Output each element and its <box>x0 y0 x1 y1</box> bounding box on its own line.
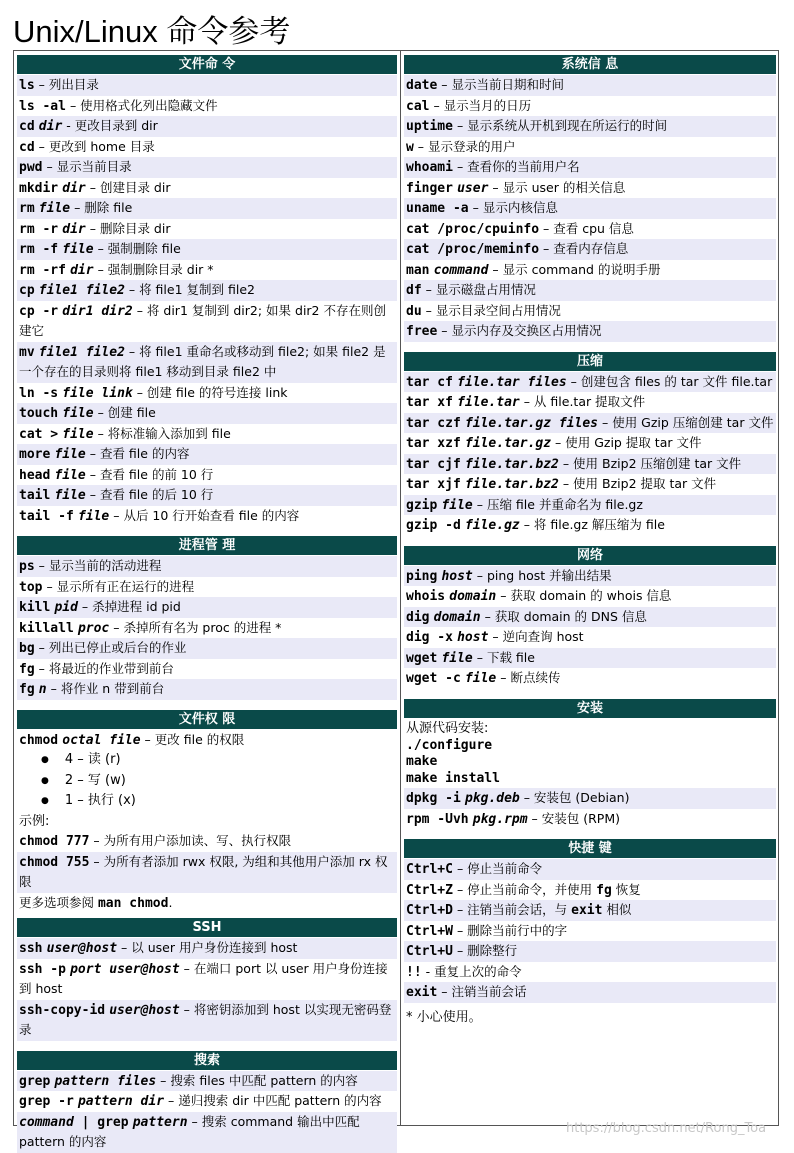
command-row <box>404 900 776 921</box>
command-argument: file <box>77 508 110 524</box>
command-text: rm <box>19 201 35 216</box>
command-text: touch <box>19 406 59 421</box>
command-row <box>17 342 397 383</box>
command-description: – 显示当前目录 <box>42 159 132 174</box>
command-row <box>404 941 776 962</box>
command-description: 恢复 <box>611 881 641 897</box>
command-text: whois <box>406 589 446 604</box>
command-description: – 从后 10 行开始查看 file 的内容 <box>109 507 300 523</box>
command-row <box>17 403 397 424</box>
command-row <box>17 96 397 117</box>
command-description: – 使用 Bzip2 压缩创建 tar 文件 <box>558 455 742 471</box>
command-text: !! <box>406 964 422 980</box>
command-description: – 查看 file 的前 10 行 <box>85 466 214 482</box>
command-argument: host <box>441 568 473 584</box>
command-description: – 将作业 n 带到前台 <box>46 681 165 696</box>
command-row <box>404 137 776 158</box>
command-argument: file.tar files <box>457 374 567 390</box>
command-row <box>404 809 776 830</box>
section-header-ssh: SSH <box>17 918 397 937</box>
command-row <box>17 157 397 178</box>
command-description: - 更改目录到 dir <box>62 118 158 133</box>
command-row <box>404 116 776 137</box>
command-text: ln -s <box>19 385 59 401</box>
command-row <box>17 485 397 506</box>
command-text: du <box>406 303 422 319</box>
section-header-install: 安装 <box>404 699 776 718</box>
command-text: ps <box>19 559 35 574</box>
command-row <box>17 659 397 680</box>
command-text: Ctrl+W <box>406 923 453 939</box>
command-description: – 将 file1 重命名或移动到 file2; 如果 file2 是一个存在的目录则将 file1 移动到目录 file2 中 <box>19 343 386 379</box>
bullet-read: ● 4 – 读 (r) <box>17 750 397 771</box>
command-description: – 显示磁盘占用情况 <box>421 282 536 297</box>
command-description: – 使用 Gzip 压缩创建 tar 文件 <box>598 414 774 430</box>
command-description: – 显示当前日期和时间 <box>437 77 565 92</box>
command-argument: user@host <box>46 941 118 956</box>
command-row <box>17 219 397 240</box>
command-argument: file <box>54 447 86 462</box>
command-text: | grep <box>73 1114 129 1130</box>
command-row <box>17 465 397 486</box>
command-description: – 杀掉进程 id pid <box>77 599 181 614</box>
command-text: bg <box>19 641 35 656</box>
command-description: – 安装包 (Debian) <box>519 790 630 805</box>
command-description: – 更改到 home 目录 <box>34 138 155 154</box>
right-column <box>404 55 776 1027</box>
bullet-execute: ● 1 – 执行 (x) <box>17 791 397 812</box>
command-row <box>404 198 776 219</box>
command-description: – 显示内核信息 <box>468 200 558 215</box>
command-text: ssh <box>19 941 43 956</box>
command-argument: n <box>38 682 47 697</box>
left-column <box>17 55 397 1153</box>
section-header-shortcuts: 快捷 键 <box>404 839 776 858</box>
command-text: uname -a <box>406 201 469 216</box>
command-text: free <box>406 324 438 339</box>
command-text: gzip -d <box>406 518 461 533</box>
command-description: – 获取 domain 的 whois 信息 <box>496 588 672 603</box>
command-argument: file.gz <box>464 518 520 533</box>
command-row <box>17 137 397 158</box>
command-argument: pattern files <box>54 1073 157 1089</box>
command-text: ssh -p <box>19 961 66 977</box>
command-description: – 停止当前命令 <box>452 861 543 876</box>
command-row <box>404 668 776 689</box>
command-description: – 为所有者添加 rwx 权限, 为组和其他用户添加 rx 权限 <box>19 853 388 889</box>
command-text: Ctrl+D <box>406 903 453 918</box>
watermark: https://blog.csdn.net/Rong_Toa <box>566 1121 767 1136</box>
command-row <box>17 178 397 199</box>
command-text: killall <box>19 620 74 636</box>
command-description: – 停止当前命令，并使用 <box>452 881 597 897</box>
command-argument: host <box>457 630 489 645</box>
command-text: tail <box>19 488 51 503</box>
command-text: date <box>406 78 438 93</box>
command-description: – 创建包含 files 的 tar 文件 file.tar <box>566 373 773 389</box>
command-description: – 显示目录空间占用情况 <box>421 302 561 318</box>
network-list <box>404 566 776 689</box>
compression-list <box>404 372 776 536</box>
install-step-make-install: make install <box>404 770 776 788</box>
command-row <box>17 444 397 465</box>
command-description: – 显示当月的日历 <box>429 97 532 113</box>
command-row <box>17 831 397 852</box>
install-step-make: make <box>404 754 776 770</box>
command-description: – 获取 domain 的 DNS 信息 <box>480 608 647 624</box>
command-row <box>17 1091 397 1112</box>
command-description: – 将 file1 复制到 file2 <box>124 282 255 297</box>
command-description: – 下载 file <box>472 649 535 665</box>
section-header-permissions: 文件权 限 <box>17 710 397 729</box>
section-header-network: 网络 <box>404 546 776 565</box>
command-text: ls <box>19 78 35 93</box>
command-row <box>17 116 397 137</box>
command-argument: pattern <box>132 1114 188 1130</box>
command-argument: file <box>441 497 473 513</box>
command-text: whoami <box>406 160 453 175</box>
command-row <box>17 938 397 959</box>
command-text: wget <box>406 650 438 666</box>
command-argument: file1 file2 <box>38 283 125 298</box>
command-text: chmod 777 <box>19 834 90 849</box>
command-argument: pattern dir <box>77 1094 165 1109</box>
command-row <box>404 75 776 96</box>
command-text: more <box>19 447 51 462</box>
command-description: – 将 file.gz 解压缩为 file <box>519 517 665 532</box>
command-text: cp -r <box>19 303 59 319</box>
command-text: grep <box>19 1073 51 1089</box>
command-argument: file.tar.bz2 <box>464 477 559 492</box>
command-description: – 查看 file 的后 10 行 <box>85 487 214 502</box>
command-text: grep -r <box>19 1094 74 1109</box>
command-description: – 将 dir1 复制到 dir2; 如果 dir2 不存在则创建它 <box>19 302 386 338</box>
command-text: head <box>19 467 51 483</box>
command-argument: dir <box>38 119 63 134</box>
command-text: kill <box>19 600 51 615</box>
command-argument: file <box>54 488 86 503</box>
command-argument: user <box>457 180 489 196</box>
command-text: dpkg -i <box>406 791 461 806</box>
command-description: – 显示登录的用户 <box>413 138 516 154</box>
command-text: df <box>406 283 422 298</box>
chmod-examples-list <box>17 831 397 893</box>
command-argument: file.tar.bz2 <box>464 456 559 472</box>
command-description: – 查看内存信息 <box>539 241 629 256</box>
command-text: tar xjf <box>406 477 461 492</box>
command-text: Ctrl+Z <box>406 882 453 898</box>
section-header-process: 进程管 理 <box>17 536 397 555</box>
command-row <box>17 280 397 301</box>
command-row <box>404 454 776 475</box>
command-argument: file <box>62 242 94 257</box>
command-row <box>404 607 776 628</box>
command-row <box>17 383 397 404</box>
command-argument: file1 file2 <box>38 344 125 360</box>
command-row <box>404 321 776 342</box>
command-description: – 显示 user 的相关信息 <box>488 179 626 195</box>
command-argument: file <box>62 406 94 421</box>
command-text: tar czf <box>406 415 461 431</box>
command-description: – ping host 并输出结果 <box>472 567 612 583</box>
command-description: – 将最近的作业带到前台 <box>34 660 174 676</box>
command-argument: file <box>62 426 94 442</box>
command-row <box>17 618 397 639</box>
command-argument: command <box>433 262 489 278</box>
command-description: – 显示内存及交换区占用情况 <box>437 323 602 338</box>
command-row <box>17 506 397 527</box>
command-row <box>404 586 776 607</box>
section-header-file-commands: 文件命 令 <box>17 55 397 74</box>
command-row <box>17 597 397 618</box>
command-text: exit <box>406 985 438 1000</box>
ssh-list <box>17 938 397 1041</box>
command-argument: file <box>54 467 86 483</box>
command-text: finger <box>406 180 453 196</box>
command-row <box>17 679 397 700</box>
command-text: rm -f <box>19 242 59 257</box>
command-description: – 从 file.tar 提取文件 <box>519 394 646 409</box>
command-row <box>404 474 776 495</box>
command-row <box>404 788 776 809</box>
command-description: – 使用 Gzip 提取 tar 文件 <box>551 435 702 450</box>
command-argument: domain <box>449 589 497 604</box>
command-row <box>17 638 397 659</box>
command-text: fg <box>19 682 35 697</box>
command-row <box>17 260 397 281</box>
command-row <box>404 219 776 240</box>
command-row <box>404 921 776 942</box>
command-row <box>404 413 776 434</box>
command-description: – 杀掉所有名为 proc 的进程 * <box>109 619 282 635</box>
command-text: tar cf <box>406 374 453 390</box>
shortcuts-list <box>404 859 776 1003</box>
command-text: tail -f <box>19 508 74 524</box>
command-text: mv <box>19 344 35 360</box>
command-text: dig <box>406 609 430 625</box>
footnote: * 小心使用。 <box>404 1008 776 1028</box>
command-text: rpm -Uvh <box>406 811 469 827</box>
command-description: – 创建 file 的符号连接 link <box>132 384 288 400</box>
more-options-note: 更多选项参阅 man chmod. <box>17 893 397 914</box>
command-description: – 将标准输入添加到 file <box>93 425 231 441</box>
command-row <box>404 372 776 393</box>
command-description: – 逆向查询 host <box>488 629 584 644</box>
command-row <box>404 880 776 901</box>
command-argument: port user@host <box>70 961 180 977</box>
command-row <box>17 75 397 96</box>
command-row <box>17 556 397 577</box>
command-row <box>17 1071 397 1092</box>
command-text: tar xzf <box>406 436 461 451</box>
install-step-configure: ./configure <box>404 738 776 754</box>
command-text: w <box>406 139 414 155</box>
process-list <box>17 556 397 700</box>
command-description: – 使用格式化列出隐藏文件 <box>65 97 218 113</box>
command-row <box>17 577 397 598</box>
command-text: cal <box>406 98 430 114</box>
command-description: – 删除目录 dir <box>85 220 171 236</box>
command-row <box>17 239 397 260</box>
command-description: – 强制删除 file <box>93 241 181 256</box>
command-argument: dir <box>62 180 86 196</box>
command-text: fg <box>19 661 35 677</box>
command-row <box>17 959 397 1000</box>
command-text: dig -x <box>406 630 453 645</box>
page-title: Unix/Linux 命令参考 <box>13 14 291 49</box>
command-row <box>404 157 776 178</box>
command-argument: pid <box>54 600 78 615</box>
command-row <box>17 301 397 342</box>
section-header-search: 搜索 <box>17 1051 397 1070</box>
command-text: uptime <box>406 119 453 134</box>
command-text: gzip <box>406 497 438 513</box>
command-description: – 递归搜索 dir 中匹配 pattern 的内容 <box>164 1093 382 1108</box>
command-argument: file <box>38 201 71 216</box>
command-row <box>404 859 776 880</box>
command-row <box>17 424 397 445</box>
install-list <box>404 788 776 829</box>
chmod-row: chmod octal file – 更改 file 的权限 <box>17 730 397 751</box>
command-argument: file <box>464 671 497 686</box>
command-text: exit <box>571 903 603 918</box>
command-argument: pkg.deb <box>464 791 520 806</box>
command-row <box>404 301 776 322</box>
command-description: – 注销当前会话 <box>437 984 527 999</box>
command-text: cd <box>19 139 35 155</box>
command-row <box>404 433 776 454</box>
command-row <box>404 178 776 199</box>
command-description: – 显示所有正在运行的进程 <box>42 578 195 594</box>
install-source-label: 从源代码安装: <box>404 719 776 739</box>
command-text: ping <box>406 568 438 584</box>
command-description: – 列出已停止或后台的作业 <box>34 640 187 655</box>
command-text: mkdir <box>19 180 59 196</box>
command-text: Ctrl+U <box>406 944 453 959</box>
column-divider <box>400 50 401 1126</box>
command-row <box>404 495 776 516</box>
command-row <box>404 982 776 1003</box>
command-row <box>17 198 397 219</box>
bullet-write: ● 2 – 写 (w) <box>17 771 397 792</box>
command-text: cat /proc/cpuinfo <box>406 221 540 237</box>
command-argument: file <box>441 650 473 666</box>
command-description: – 列出目录 <box>34 77 99 92</box>
command-text: tar xf <box>406 395 453 410</box>
section-header-sysinfo: 系统信 息 <box>404 55 776 74</box>
command-description: – 搜索 files 中匹配 pattern 的内容 <box>156 1072 358 1088</box>
command-description: – 创建目录 dir <box>85 179 171 195</box>
command-description: – 显示当前的活动进程 <box>34 558 162 573</box>
command-description: – 强制删除目录 dir * <box>93 261 214 277</box>
command-text: cat /proc/meminfo <box>406 242 540 257</box>
example-label: 示例: <box>17 812 397 832</box>
command-argument: file.tar.gz <box>464 436 552 451</box>
command-text: Ctrl+C <box>406 862 453 877</box>
command-description: – 使用 Bzip2 提取 tar 文件 <box>558 476 717 491</box>
command-argument: domain <box>433 609 481 625</box>
search-list <box>17 1071 397 1153</box>
command-description: – 删除当前行中的字 <box>452 922 568 938</box>
command-row <box>404 627 776 648</box>
command-text: fg <box>596 882 612 898</box>
file-commands-list <box>17 75 397 526</box>
command-description: – 查看 cpu 信息 <box>539 220 634 236</box>
command-argument: file.tar.gz files <box>464 415 598 431</box>
command-row <box>404 962 776 983</box>
command-text: rm -rf <box>19 262 66 278</box>
command-argument: dir1 dir2 <box>62 303 133 319</box>
command-description: – 将密钥添加到 host 以实现无密码登录 <box>19 1001 392 1037</box>
sysinfo-list <box>404 75 776 342</box>
command-row <box>404 566 776 587</box>
command-description: – 创建 file <box>93 405 156 420</box>
command-argument: user@host <box>109 1002 180 1018</box>
command-text: ls -al <box>19 98 66 114</box>
command-row <box>404 280 776 301</box>
command-row <box>404 96 776 117</box>
command-text: cd <box>19 119 35 134</box>
section-header-compression: 压缩 <box>404 352 776 371</box>
command-row <box>17 1112 397 1153</box>
command-description: – 删除整行 <box>452 943 518 958</box>
command-row <box>404 239 776 260</box>
command-row <box>404 648 776 669</box>
command-argument: file link <box>62 385 133 401</box>
command-argument: dir <box>62 221 86 237</box>
command-text: cp <box>19 283 35 298</box>
command-description: 相似 <box>602 902 632 917</box>
command-row <box>404 392 776 413</box>
command-description: – 注销当前会话，与 <box>452 902 572 917</box>
command-row <box>17 852 397 893</box>
command-row <box>17 1000 397 1041</box>
command-row <box>404 515 776 536</box>
command-description: – 在端口 port 以 user 用户身份连接到 host <box>19 960 388 996</box>
command-description: – 断点续传 <box>496 670 561 685</box>
command-text: tar cjf <box>406 456 461 472</box>
command-description: – 显示系统从开机到现在所运行的时间 <box>452 118 668 133</box>
command-description: – 搜索 command 输出中匹配 pattern 的内容 <box>19 1113 360 1149</box>
command-text: man <box>406 262 430 278</box>
command-description: – 以 user 用户身份连接到 host <box>117 940 298 955</box>
command-description: – 查看 file 的内容 <box>85 446 190 461</box>
command-row <box>404 260 776 281</box>
command-description: - 重复上次的命令 <box>421 963 522 979</box>
command-description: – 压缩 file 并重命名为 file.gz <box>472 496 643 512</box>
command-text: wget -c <box>406 671 461 686</box>
command-description: – 查看你的当前用户名 <box>452 159 580 174</box>
command-description: – 安装包 (RPM) <box>527 810 620 826</box>
command-argument: file.tar <box>457 395 520 410</box>
command-text: rm -r <box>19 221 59 237</box>
command-text: top <box>19 579 43 595</box>
command-text: pwd <box>19 160 43 175</box>
command-description: – 为所有用户添加读、写、执行权限 <box>89 833 292 848</box>
command-argument: dir <box>70 262 94 278</box>
command-text: cat > <box>19 426 59 442</box>
command-prefix: command <box>19 1114 74 1130</box>
command-description: – 删除 file <box>70 200 133 215</box>
command-argument: pkg.rpm <box>472 811 528 827</box>
command-text: chmod 755 <box>19 854 90 870</box>
command-argument: proc <box>77 620 110 636</box>
command-text: ssh-copy-id <box>19 1002 106 1018</box>
command-description: – 显示 command 的说明手册 <box>488 261 661 277</box>
